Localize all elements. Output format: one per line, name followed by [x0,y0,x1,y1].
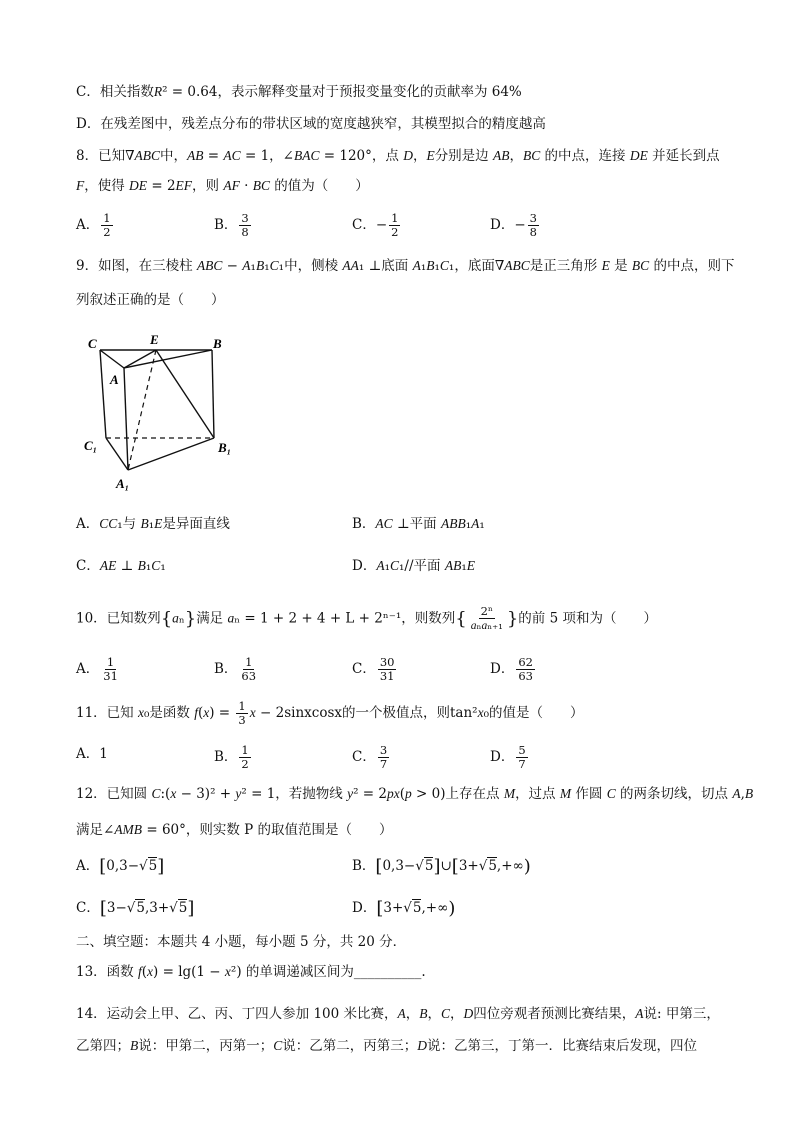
q9-option-d: D．A₁C₁//平面 AB₁E [352,558,475,574]
q11-option-c: C． $\frac{3}{7}$ [352,743,388,771]
q12-option-d: D．[3+√5,+∞) [352,898,456,919]
label-A1: A₁ [116,476,130,491]
section-2-heading: 二、填空题：本题共 4 小题，每小题 5 分，共 20 分． [76,934,407,950]
option-c-prev: C．相关指数R² = 0.64，表示解释变量对于预报变量变化的贡献率为 64% [76,84,522,100]
question-8-line-1: 8．已知∇ABC中，AB = AC = 1，∠BAC = 120°，点 D，E分别是边 AB，BC 的中点，连接 DE 并延长到点 [76,148,720,164]
question-9-line-2: 列叙述正确的是（ ） [76,292,225,308]
option-d-prev: D．在残差图中，残差点分布的带状区域的宽度越狭窄，其模型拟合的精度越高 [76,116,546,132]
q10-option-a: A． $\frac{1}{31}$ [76,655,118,683]
question-14-line-2: 乙第四；B说：甲第二，丙第一；C说：乙第二，丙第三；D说：乙第三，丁第一．比赛结束后发现，四位 [76,1038,698,1054]
q12-option-b: B．[0,3−√5]∪[3+√5,+∞) [352,856,531,877]
q9-option-a: A．CC₁与 B₁E是异面直线 [76,516,230,532]
q10-option-b: B． $\frac{1}{63}$ [214,655,257,683]
label-A: A [110,372,119,387]
label-E: E [150,332,159,347]
question-12-line-1: 12．已知圆 C:(x − 3)² + y² = 1，若抛物线 y² = 2px(p > 0)上存在点 M，过点 M 作圆 C 的两条切线，切点 A,B [76,786,754,802]
label-C: C [88,336,97,351]
label-B1: B₁ [218,440,232,455]
question-10: 10．已知数列{aₙ}满足 aₙ = 1 + 2 + 4 + L + 2ⁿ⁻¹，则数列{ $\frac{\text{2ⁿ}}{\text{aₙaₙ₊₁}}$ }的前 5 项和为（ ） [76,604,657,632]
q11-option-d: D． $\frac{5}{7}$ [490,743,526,771]
q12-option-c: C．[3−√5,3+√5] [76,898,195,919]
q8-option-a: A． $\frac{1}{2}$ [76,211,111,239]
q12-option-a: A．[0,3−√5] [76,856,165,877]
question-13: 13．函数 f(x) = lg(1 − x²) 的单调递减区间为__________. [76,964,426,980]
q8-option-c: C．− $\frac{1}{2}$ [352,211,399,239]
q8-option-b: B． $\frac{3}{8}$ [214,211,249,239]
q8-option-d: D．− $\frac{3}{8}$ [490,211,537,239]
question-14-line-1: 14．运动会上甲、乙、丙、丁四人参加 100 米比赛，A，B，C，D四位旁观者预测比赛结果，A说: 甲第三， [76,1006,720,1022]
question-8-line-2: F，使得 DE = 2EF，则 AF · BC 的值为（ ） [76,178,369,194]
q10-option-d: D． $\frac{62}{63}$ [490,655,533,683]
q11-option-a: A．1 [76,746,108,762]
question-12-line-2: 满足∠AMB = 60°，则实数 P 的取值范围是（ ） [76,822,393,838]
q11-option-b: B． $\frac{1}{2}$ [214,743,249,771]
question-9-line-1: 9．如图，在三棱柱 ABC − A₁B₁C₁中，侧棱 AA₁ ⊥底面 A₁B₁C₁，底面∇ABC是正三角形 E 是 BC 的中点，则下 [76,258,735,274]
label-C1: C₁ [84,438,98,453]
q9-option-c: C．AE ⊥ B₁C₁ [76,558,166,574]
q10-option-c: C． $\frac{30}{31}$ [352,655,395,683]
q9-option-b: B．AC ⊥平面 ABB₁A₁ [352,516,485,532]
prism-figure [80,330,250,495]
label-B: B [213,336,222,351]
question-11: 11．已知 x₀是函数 f(x) = $\frac{1}{3}$ x − 2sinxcosx的一个极值点，则tan²x₀的值是（ ） [76,699,584,727]
